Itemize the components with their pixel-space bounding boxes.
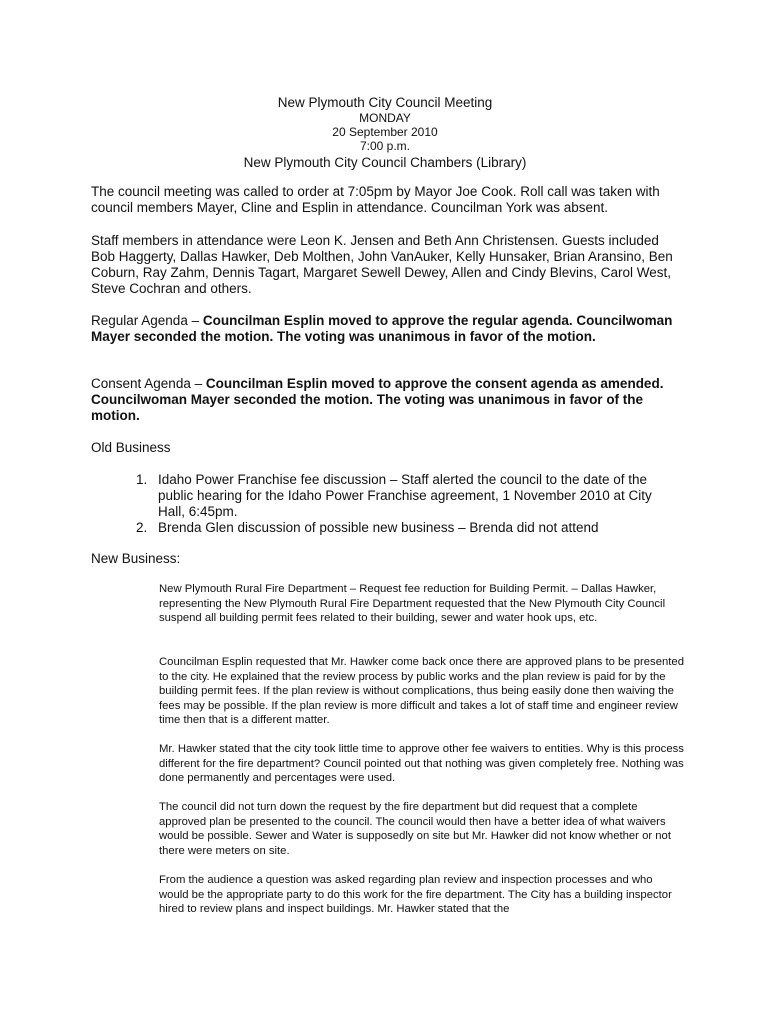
list-item-number: 2. (136, 520, 148, 535)
call-to-order-paragraph: The council meeting was called to order at 7:05pm by Mayor Joe Cook. Roll call was taken with council members Mayer, Cline and Esplin in attendance. Councilman York was absent. (91, 184, 660, 215)
list-item-text: Idaho Power Franchise fee discussion – Staff alerted the council to the date of the public hearing for the Idaho Power Franchise agreement, 1 November 2010 at City Hall, 6:45pm. (158, 472, 652, 519)
new-business-paragraph: The council did not turn down the request by the fire department but did request that a complete approved plan be presented to the council. The council would then have a better idea of what waivers would be possible. Sewer and Water is supposedly on site but Mr. Hawker did not know whether or not there were meters on site. (159, 801, 671, 857)
meeting-location: New Plymouth City Council Chambers (Library) (243, 155, 527, 170)
new-business-paragraph: Mr. Hawker stated that the city took little time to approve other fee waivers to entities. Why is this process different for the fire department? Council pointed out that nothing was given completely free. Nothing was done permanently and percentages were used. (159, 743, 684, 784)
list-item (91, 472, 681, 520)
meeting-time: 7:00 p.m. (359, 139, 411, 153)
consent-agenda-paragraph (91, 376, 681, 424)
new-business-paragraph: Councilman Esplin requested that Mr. Hawker come back once there are approved plans to be presented to the city. He explained that the review process by public works and the plan review is paid for by the building permit fees. If the plan review is without complications, thus being easily done then waiving the fees may be possible. If the plan review is more difficult and takes a lot of staff time and engineer review time then that is a different matter. (159, 656, 684, 726)
old-business-list (91, 472, 681, 536)
meeting-date: 20 September 2010 (332, 125, 438, 139)
meeting-title: New Plymouth City Council Meeting (277, 95, 493, 110)
list-item (91, 520, 681, 536)
new-business-paragraph: From the audience a question was asked regarding plan review and inspection processes and who would be the appropriate party to do this work for the fire department. The City has a building inspector hired to review plans and inspect buildings. Mr. Hawker stated that the (159, 874, 672, 915)
meeting-header (0, 95, 770, 171)
regular-agenda-paragraph (91, 313, 681, 345)
consent-agenda-label: Consent Agenda – (91, 376, 206, 391)
list-item-text: Brenda Glen discussion of possible new business – Brenda did not attend (158, 520, 599, 535)
meeting-day: MONDAY (359, 111, 411, 125)
new-business-paragraph: New Plymouth Rural Fire Department – Request fee reduction for Building Permit. – Dallas Hawker, representing the New Plymouth Rural Fire Department requested that the New Plymouth City Council suspend all building permit fees related to their building, sewer and water hook ups, etc. (159, 583, 666, 624)
attendance-paragraph: Staff members in attendance were Leon K. Jensen and Beth Ann Christensen. Guests included Bob Haggerty, Dallas Hawker, Deb Molthen, John VanAuker, Kelly Hunsaker, Brian Aransino, Ben Coburn, Ray Zahm, Dennis Tagart, Margaret Sewell Dewey, Allen and Cindy Blevins, Carol West, Steve Cochran and others. (91, 233, 673, 296)
new-business-heading: New Business: (91, 551, 181, 566)
regular-agenda-motion: Councilman Esplin moved to approve the regular agenda. Councilwoman Mayer seconded the motion. The voting was unanimous in favor of the motion. (91, 313, 673, 344)
consent-agenda-motion: Councilman Esplin moved to approve the consent agenda as amended. Councilwoman Mayer seconded the motion. The voting was unanimous in favor of the motion. (91, 376, 664, 423)
regular-agenda-label: Regular Agenda – (91, 313, 203, 328)
list-item-number: 1. (136, 472, 148, 487)
old-business-heading: Old Business (91, 440, 171, 455)
